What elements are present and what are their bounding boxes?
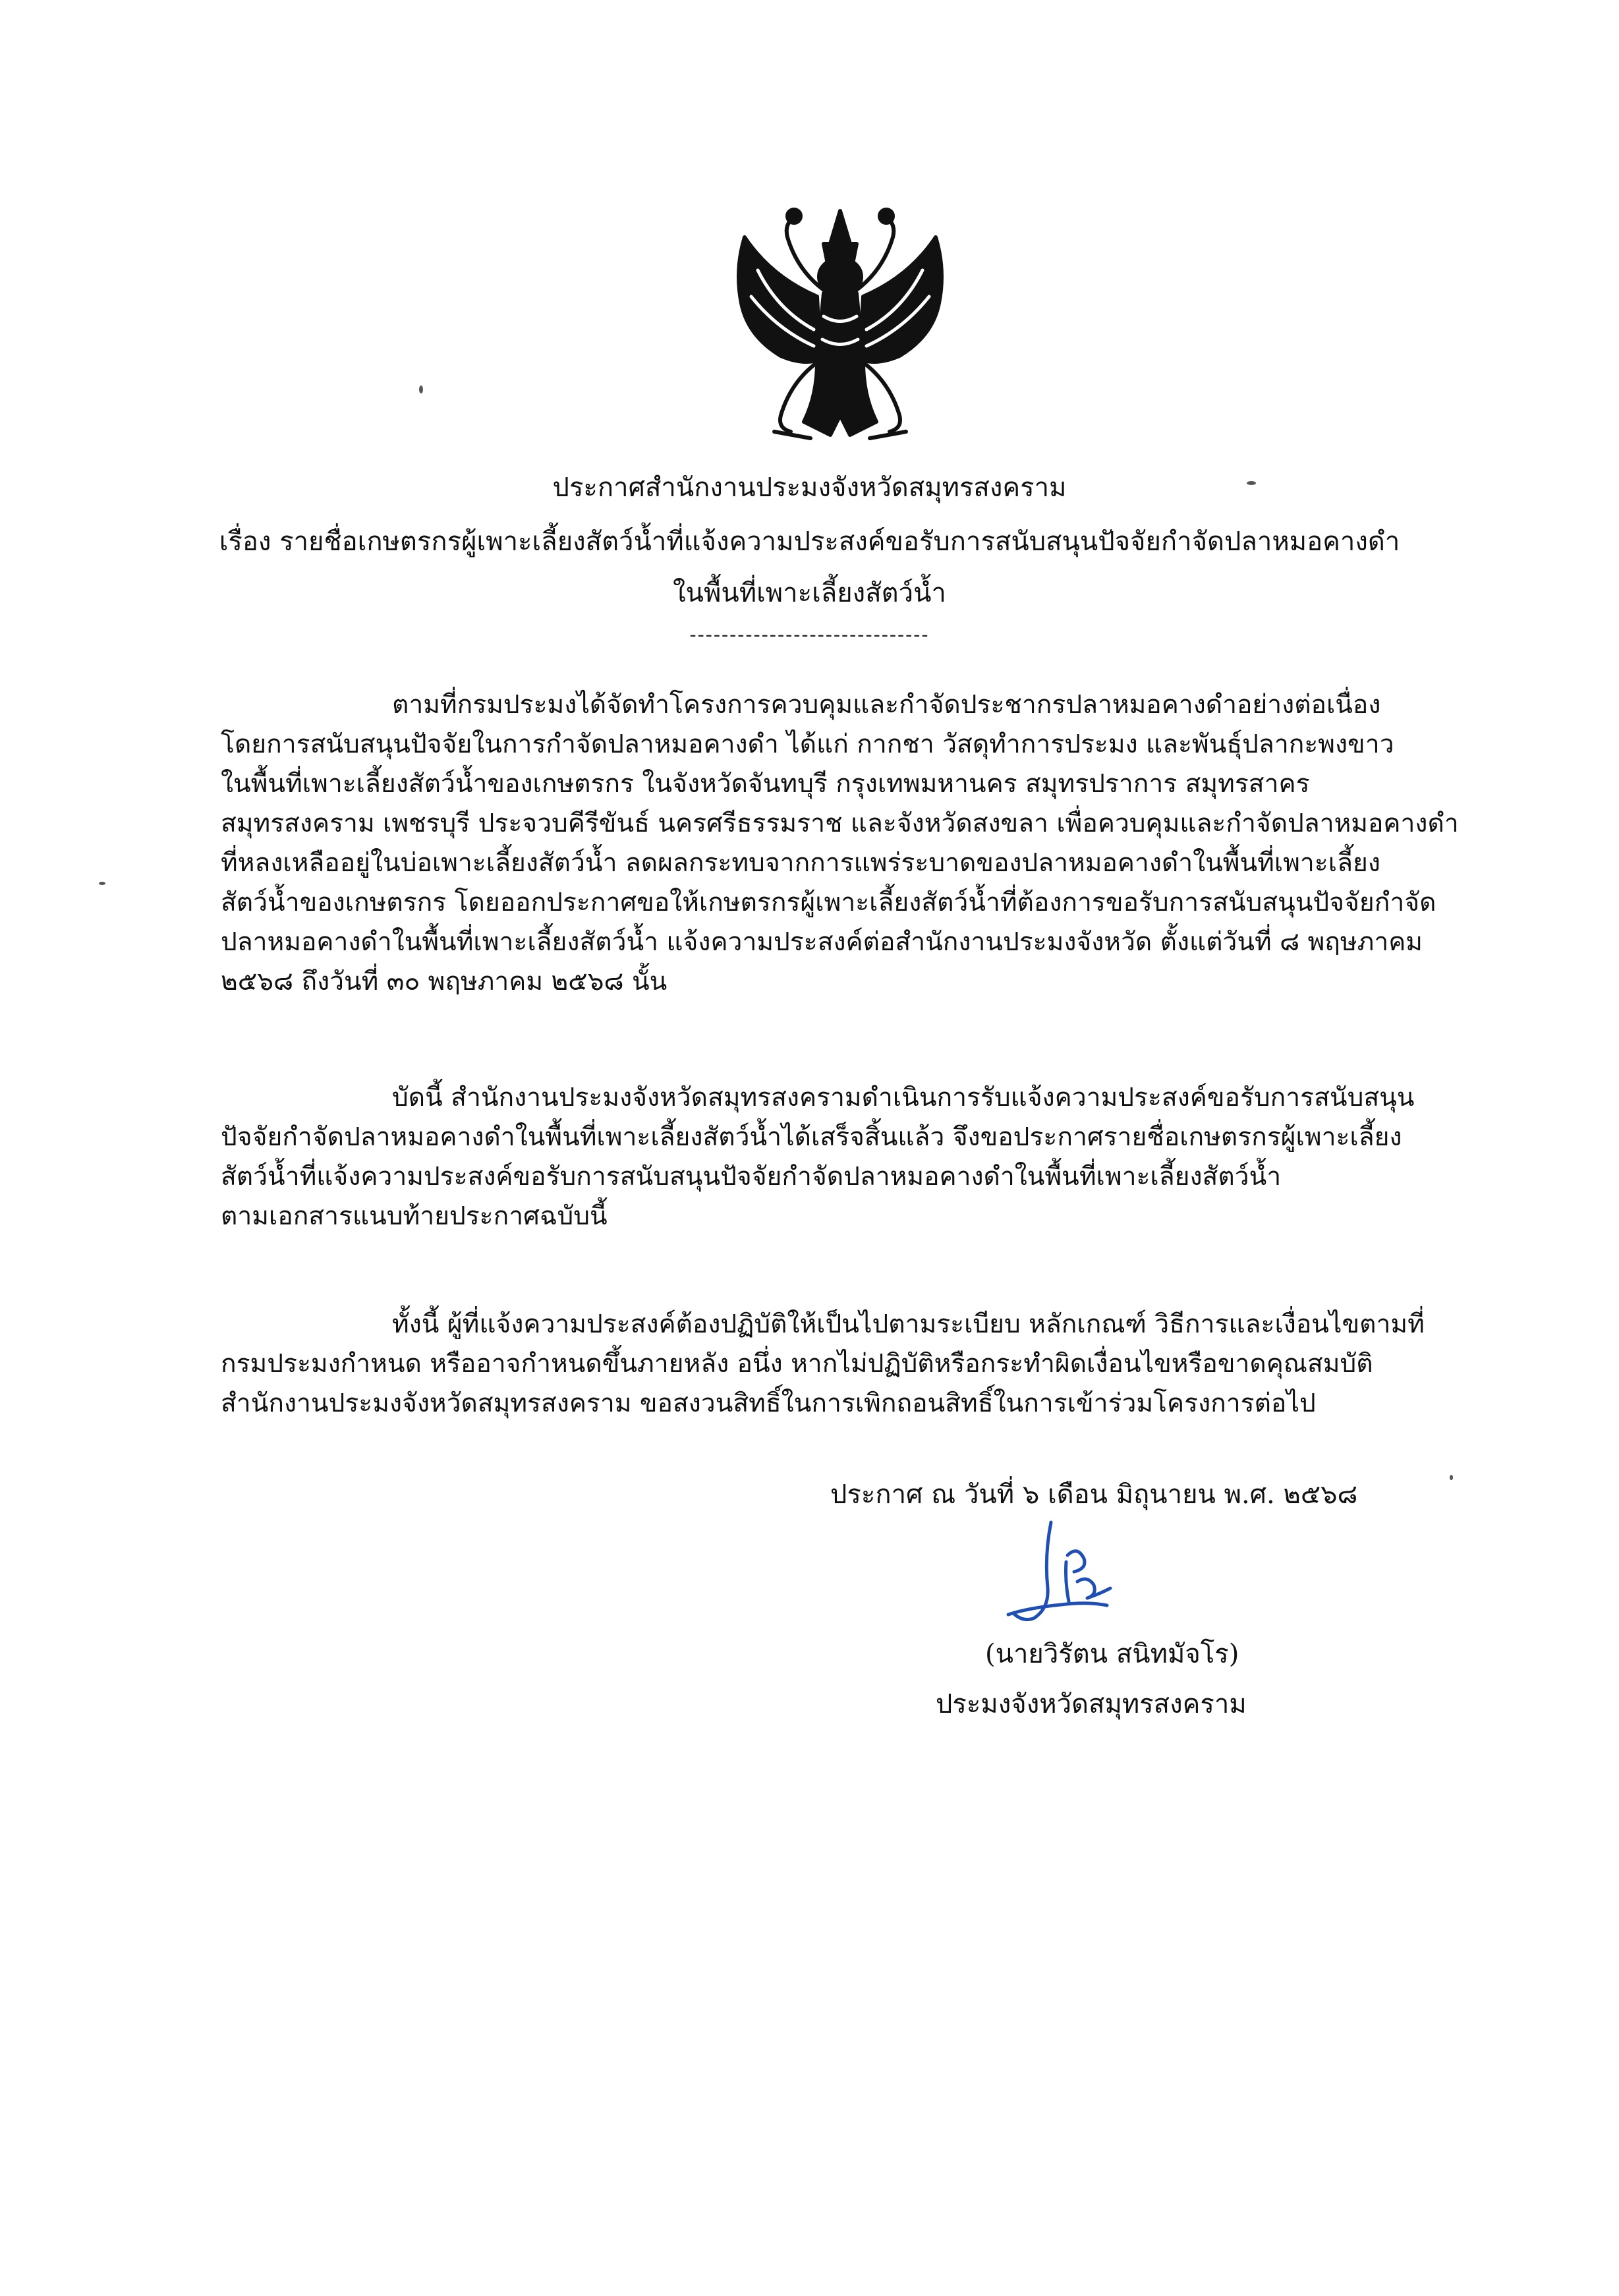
paragraph-line: โดยการสนับสนุนปัจจัยในการกำจัดปลาหมอคางดำ ได้แก่ กากชา วัสดุทำการประมง และพันธุ์ปลากะพงขาว xyxy=(221,730,1394,759)
paragraph-line: ๒๕๖๘ ถึงวันที่ ๓๐ พฤษภาคม ๒๕๖๘ นั้น xyxy=(221,967,667,996)
announcement-title: ประกาศสำนักงานประมงจังหวัดสมุทรสงคราม xyxy=(552,473,1067,503)
paragraph-line: สัตว์น้ำของเกษตรกร โดยออกประกาศขอให้เกษตรกรผู้เพาะเลี้ยงสัตว์น้ำที่ต้องการขอรับการสนับสนุนปัจจัยกำจัด xyxy=(221,888,1436,917)
paragraph-line: ตามที่กรมประมงได้จัดทำโครงการควบคุมและกำจัดประชากรปลาหมอคางดำอย่างต่อเนื่อง xyxy=(392,690,1381,720)
paragraph-line: ในพื้นที่เพาะเลี้ยงสัตว์น้ำของเกษตรกร ในจังหวัดจันทบุรี กรุงเทพมหานคร สมุทรปราการ สมุทรสาคร xyxy=(221,769,1310,799)
handwritten-signature xyxy=(988,1509,1120,1641)
signer-title: ประมงจังหวัดสมุทรสงคราม xyxy=(936,1689,1247,1719)
scan-speck xyxy=(419,386,423,393)
garuda-emblem-icon xyxy=(718,198,962,448)
paragraph-background xyxy=(221,685,1499,1002)
paragraph-line: กรมประมงกำหนด หรืออาจกำหนดขึ้นภายหลัง อนึ่ง หากไม่ปฏิบัติหรือกระทำผิดเงื่อนไขหรือขาดคุณสมบัติ xyxy=(221,1349,1373,1379)
separator-line: ------------------------------ xyxy=(689,623,930,646)
paragraph-line: ตามเอกสารแนบท้ายประกาศฉบับนี้ xyxy=(221,1201,608,1231)
scan-speck xyxy=(99,882,105,885)
paragraph-conditions xyxy=(221,1305,1499,1423)
paragraph-line: ปัจจัยกำจัดปลาหมอคางดำในพื้นที่เพาะเลี้ยงสัตว์น้ำได้เสร็จสิ้นแล้ว จึงขอประกาศรายชื่อเกษตรกรผู้เพาะเลี้ยง xyxy=(221,1122,1402,1152)
announcement-date: ประกาศ ณ วันที่ ๖ เดือน มิถุนายน พ.ศ. ๒๕๖๘ xyxy=(830,1479,1358,1510)
paragraph-line: สมุทรสงคราม เพชรบุรี ประจวบคีรีขันธ์ นครศรีธรรมราช และจังหวัดสงขลา เพื่อควบคุมและกำจัดปลาหมอคางดำ xyxy=(221,809,1459,838)
scan-speck xyxy=(1450,1475,1453,1480)
paragraph-current-status xyxy=(221,1078,1499,1236)
paragraph-line: สำนักงานประมงจังหวัดสมุทรสงคราม ขอสงวนสิทธิ์ในการเพิกถอนสิทธิ์ในการเข้าร่วมโครงการต่อไป xyxy=(221,1389,1316,1418)
subject-line-continued: ในพื้นที่เพาะเลี้ยงสัตว์น้ำ xyxy=(673,578,946,608)
paragraph-line: สัตว์น้ำที่แจ้งความประสงค์ขอรับการสนับสนุนปัจจัยกำจัดปลาหมอคางดำในพื้นที่เพาะเลี้ยงสัตว์น้ำ xyxy=(221,1162,1282,1191)
subject-line: เรื่อง รายชื่อเกษตรกรผู้เพาะเลี้ยงสัตว์น้ำที่แจ้งความประสงค์ขอรับการสนับสนุนปัจจัยกำจัดปลาหมอคางดำ xyxy=(219,527,1400,557)
paragraph-line: ที่หลงเหลืออยู่ในบ่อเพาะเลี้ยงสัตว์น้ำ ลดผลกระทบจากการแพร่ระบาดของปลาหมอคางดำในพื้นที่เพาะเลี้ยง xyxy=(221,848,1380,878)
paragraph-line: บัดนี้ สำนักงานประมงจังหวัดสมุทรสงครามดำเนินการรับแจ้งความประสงค์ขอรับการสนับสนุน xyxy=(392,1083,1415,1112)
paragraph-line: ทั้งนี้ ผู้ที่แจ้งความประสงค์ต้องปฏิบัติให้เป็นไปตามระเบียบ หลักเกณฑ์ วิธีการและเงื่อนไขตามที่ xyxy=(392,1309,1425,1339)
signer-name: (นายวิรัตน สนิทมัจโร) xyxy=(985,1639,1239,1669)
paragraph-line: ปลาหมอคางดำในพื้นที่เพาะเลี้ยงสัตว์น้ำ แจ้งความประสงค์ต่อสำนักงานประมงจังหวัด ตั้งแต่วันที่ ๘ พฤษภาคม xyxy=(221,927,1423,957)
scan-speck xyxy=(1247,481,1256,485)
